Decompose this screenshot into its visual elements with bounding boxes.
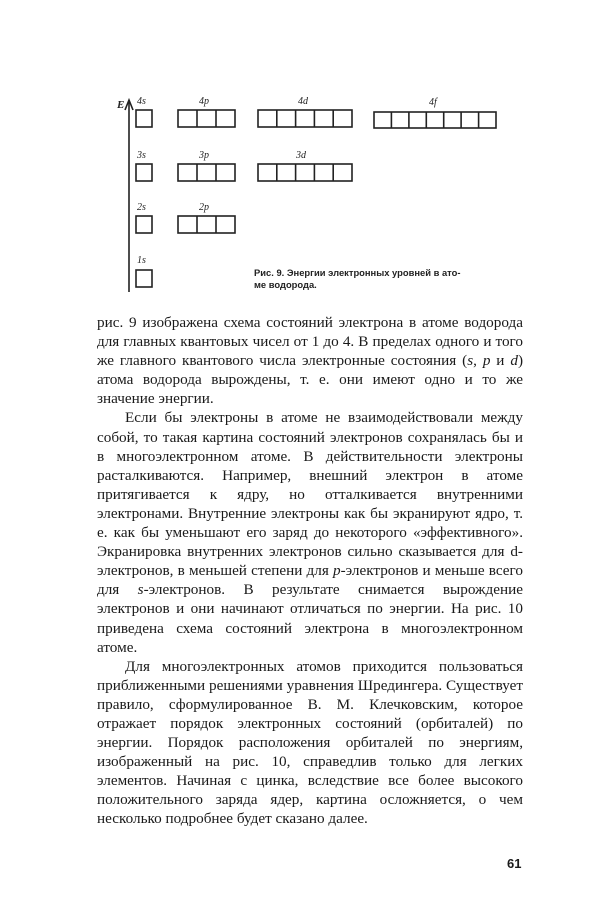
label-1s: 1s bbox=[137, 255, 146, 266]
orbital-box-4s bbox=[136, 110, 152, 127]
label-2p: 2p bbox=[199, 202, 209, 213]
orbital-group-4d bbox=[258, 110, 352, 127]
orbital-group-4p bbox=[178, 110, 235, 127]
figure-caption-line1: Рис. 9. Энергии электронных уровней в ато- bbox=[254, 267, 461, 278]
p2-text-a: Если бы электроны в атоме не взаимодействовали между собой, то такая картина состояний электронов сохранялась бы и в многоэлектронном атоме. В действительности электроны расталкиваются. Например, внешний электрон в атоме притягивается к ядру, но отталкивается внутренними электронами. Внутренние электроны как бы экранируют ядро, т. е. как бы уменьшают его заряд до некоторого «эффективного». Экранировка внутренних электронов сильно сказывается для d-электронов, в меньшей степени для bbox=[97, 409, 523, 580]
p1-text-b: , bbox=[473, 352, 483, 370]
label-2s: 2s bbox=[137, 202, 146, 213]
p1-symbol-s: s bbox=[467, 352, 474, 370]
p2-text-b: -электронов и меньше всего для bbox=[97, 562, 523, 599]
paragraph-2 bbox=[97, 408, 523, 656]
label-3s: 3s bbox=[137, 150, 146, 161]
label-4s: 4s bbox=[137, 96, 146, 107]
p1-symbol-p: p bbox=[482, 352, 491, 370]
orbital-box-3s bbox=[136, 164, 152, 181]
p2-symbol-p: p bbox=[333, 562, 341, 580]
p1-text-e: ) атома водорода вырождены, т. е. они имеют одно и то же значение энергии. bbox=[97, 352, 523, 408]
p2-symbol-s: s bbox=[137, 581, 144, 599]
p1-text-a: рис. 9 изображена схема состояний электрона в атоме водорода для главных квантовых чисел от 1 до 4. В пределах одного и того же главного квантового числа электронные состояния ( bbox=[97, 314, 523, 370]
orbital-group-2p bbox=[178, 216, 235, 233]
paragraph-3: Для многоэлектронных атомов приходится пользоваться приближенными решениями уравнения Шредингера. Существует правило, сформулированное В. М. Клечковским, которое отражает порядок электронных состояний (орбиталей) по энергии. Порядок расположения орбиталей по энергиям, изображенный на рис. 10, справедлив только для легких элементов. Начиная с цинка, вследствие все более высокого положительного заряда ядер, картина осложняется, о чем несколько подробнее будет сказано далее. bbox=[97, 657, 523, 828]
orbital-box-1s bbox=[136, 270, 152, 287]
p1-symbol-d: d bbox=[510, 352, 518, 370]
page-number: 61 bbox=[507, 856, 522, 871]
energy-axis-label: E bbox=[117, 99, 125, 111]
label-4p: 4p bbox=[199, 96, 209, 107]
figure-caption bbox=[254, 267, 514, 290]
p1-text-c: и bbox=[490, 352, 511, 370]
paragraph-1 bbox=[97, 313, 523, 408]
orbital-group-4f bbox=[374, 112, 496, 128]
orbital-group-3p bbox=[178, 164, 235, 181]
p2-text-c: -электронов. В результате снимается вырождение электронов и они начинают отличаться по энергии. На рис. 10 приведена схема состояний электрона в многоэлектронном атоме. bbox=[97, 581, 523, 656]
label-4d: 4d bbox=[298, 96, 308, 107]
body-text bbox=[97, 313, 523, 829]
label-4f: 4f bbox=[429, 97, 437, 108]
orbital-box-2s bbox=[136, 216, 152, 233]
orbital-group-3d bbox=[258, 164, 352, 181]
figure-caption-line2: ме водорода. bbox=[254, 278, 317, 290]
energy-levels-figure bbox=[0, 0, 600, 310]
label-3p: 3p bbox=[199, 150, 209, 161]
label-3d: 3d bbox=[296, 150, 306, 161]
